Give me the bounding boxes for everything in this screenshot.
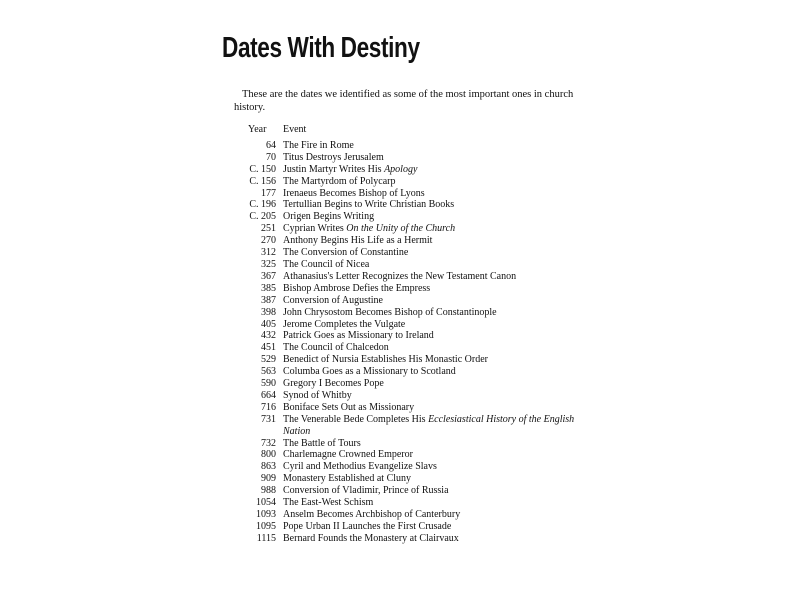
event-italic-title: Ecclesiastical History of the English Nation — [283, 413, 575, 437]
dates-table — [236, 124, 586, 545]
event-cell: The Martyrdom of Polycarp — [283, 175, 396, 187]
year-cell: 398 — [261, 306, 276, 318]
table-row — [236, 176, 586, 188]
year-cell: 988 — [261, 485, 276, 497]
year-cell: 387 — [261, 294, 276, 306]
table-row — [236, 497, 586, 509]
event-cell: The Fire in Rome — [283, 139, 354, 151]
year-cell: 64 — [266, 139, 276, 151]
table-row — [236, 342, 586, 354]
event-cell: Conversion of Vladimir, Prince of Russia — [283, 485, 449, 497]
table-row — [236, 473, 586, 485]
table-row — [236, 354, 586, 366]
year-cell: C. 156 — [249, 175, 276, 187]
year-cell: 367 — [261, 270, 276, 282]
year-cell: 270 — [261, 235, 276, 247]
table-row — [236, 366, 586, 378]
event-cell: The Battle of Tours — [283, 437, 361, 449]
table-row — [236, 211, 586, 223]
table-header — [236, 124, 586, 136]
year-column-header: Year — [248, 124, 267, 135]
event-cell: Bernard Founds the Monastery at Clairvaux — [283, 532, 459, 544]
event-cell: Irenaeus Becomes Bishop of Lyons — [283, 187, 425, 199]
event-cell: Jerome Completes the Vulgate — [283, 318, 406, 330]
table-row — [236, 390, 586, 402]
year-cell: 1093 — [256, 509, 276, 520]
table-row — [236, 378, 586, 390]
event-cell: Synod of Whitby — [283, 389, 352, 401]
table-row — [236, 152, 586, 164]
year-cell: 664 — [261, 389, 276, 401]
event-cell: Justin Martyr Writes His Apology — [283, 163, 418, 175]
table-row — [236, 271, 586, 283]
intro-paragraph: These are the dates we identified as some of the most important ones in church history. — [234, 89, 574, 113]
table-row — [236, 235, 586, 247]
table-row — [236, 485, 586, 497]
year-cell: 590 — [261, 378, 276, 390]
event-cell: Bishop Ambrose Defies the Empress — [283, 282, 431, 294]
event-cell: The Conversion of Constantine — [283, 247, 409, 259]
table-row — [236, 509, 586, 521]
event-column-header: Event — [283, 124, 307, 135]
year-cell: 800 — [261, 449, 276, 461]
year-cell: 716 — [261, 401, 276, 413]
event-cell: Cyprian Writes On the Unity of the Church — [283, 223, 456, 235]
year-cell: 385 — [261, 282, 276, 294]
event-cell: Patrick Goes as Missionary to Ireland — [283, 330, 434, 342]
year-cell: 731 — [261, 413, 276, 425]
year-cell: 312 — [261, 247, 276, 259]
event-cell: Tertullian Begins to Write Christian Books — [283, 199, 455, 211]
year-cell: 529 — [261, 354, 276, 366]
event-italic-title: Apology — [384, 163, 418, 175]
year-cell: C. 196 — [249, 199, 276, 211]
event-cell: John Chrysostom Becomes Bishop of Constantinople — [283, 306, 497, 318]
table-row — [236, 319, 586, 331]
table-row — [236, 295, 586, 307]
event-cell: The Council of Chalcedon — [283, 342, 389, 354]
event-cell: The Council of Nicea — [283, 258, 370, 270]
event-cell: The Venerable Bede Completes His Ecclesiastical History of the English Nation — [283, 413, 575, 437]
table-row — [236, 259, 586, 271]
table-row — [236, 402, 586, 414]
event-cell: Titus Destroys Jerusalem — [283, 151, 384, 163]
year-cell: 863 — [261, 461, 276, 473]
table-row — [236, 199, 586, 211]
year-cell: 1115 — [256, 532, 276, 544]
event-cell: The East-West Schism — [283, 497, 374, 509]
year-cell: 451 — [261, 342, 276, 354]
table-row — [236, 414, 586, 438]
table-row — [236, 247, 586, 259]
year-cell: 909 — [261, 473, 276, 485]
event-cell: Conversion of Augustine — [283, 294, 383, 306]
event-cell: Gregory I Becomes Pope — [283, 378, 384, 390]
event-cell: Origen Begins Writing — [283, 211, 375, 223]
table-row — [236, 438, 586, 450]
event-cell: Athanasius's Letter Recognizes the New Testament Canon — [283, 270, 517, 282]
event-italic-title: On the Unity of the Church — [346, 223, 456, 235]
year-cell: 1054 — [256, 497, 276, 509]
event-cell: Columba Goes as a Missionary to Scotland — [283, 366, 456, 378]
event-cell: Boniface Sets Out as Missionary — [283, 401, 415, 413]
event-cell: Benedict of Nursia Establishes His Monastic Order — [283, 354, 488, 366]
year-cell: 325 — [261, 258, 276, 270]
year-cell: 177 — [261, 187, 276, 199]
table-row — [236, 307, 586, 319]
table-row — [236, 283, 586, 295]
year-cell: 405 — [261, 318, 276, 330]
year-cell: C. 205 — [249, 211, 276, 223]
event-cell: Pope Urban II Launches the First Crusade — [283, 520, 452, 532]
event-cell: Anthony Begins His Life as a Hermit — [283, 235, 433, 247]
page-title: Dates With Destiny — [222, 32, 420, 64]
event-cell: Cyril and Methodius Evangelize Slavs — [283, 461, 437, 473]
event-cell: Anselm Becomes Archbishop of Canterbury — [283, 509, 461, 520]
table-row — [236, 164, 586, 176]
year-cell: 1095 — [256, 520, 276, 532]
event-cell: Charlemagne Crowned Emperor — [283, 449, 413, 461]
table-row — [236, 521, 586, 533]
table-row — [236, 188, 586, 200]
year-cell: C. 150 — [249, 163, 276, 175]
year-cell: 251 — [261, 223, 276, 235]
year-cell: 432 — [261, 330, 276, 342]
table-row — [236, 140, 586, 152]
table-row — [236, 449, 586, 461]
table-row — [236, 461, 586, 473]
year-cell: 70 — [266, 151, 276, 163]
table-row — [236, 533, 586, 545]
table-row — [236, 223, 586, 235]
year-cell: 732 — [261, 437, 276, 449]
year-cell: 563 — [261, 366, 276, 378]
table-row — [236, 330, 586, 342]
event-cell: Monastery Established at Cluny — [283, 473, 412, 485]
